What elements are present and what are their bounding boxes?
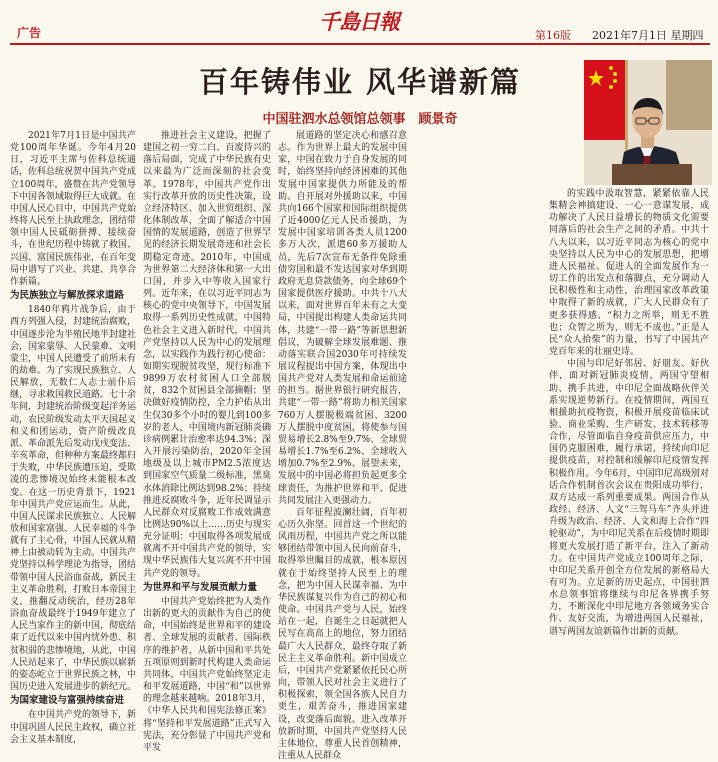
issue-date: 2021年7月1日 星期四 (592, 29, 704, 42)
paragraph: 2021年7月1日是中国共产党100周年华诞。今年4月20日，习近平主席与佐科总统通话，佐科总统祝贺中国共产党成立100周年，盛赞在共产党领导下中国各领域取得巨大成就。在中国人民心目中，中国共产党始终将人民至上执政理念，团结带领中国人民砥砺拼搏、接续奋斗，在世纪历程中铸就了救国、兴国、富国民族伟业，在百年变局中谱写了兴业、共建、共享合作新篇。 (10, 131, 137, 287)
article-column-2 (143, 130, 271, 754)
paragraph: 1840年鸦片战争后，由于西方列强入侵，封建统治腐败，中国逐步沦为半殖民地半封建社会，国家蒙辱、人民蒙难、文明蒙尘，中国人民遭受了前所未有的劫难。为了实现民族独立、人民解放，无数仁人志士前仆后继，寻求救国救民道路。七十余年间，封建统治阶级变起洋务运动，农民阶级发动太平天国起义和义和团运动，资产阶级改良派、革命派先后发动戊戌变法、辛亥革命，但种种方案最终都归于失败，中华民族遭压迫，受欺凌的悲惨境况始终未能根本改变。在这一历史背景下，1921年中国共产党应运而生。从此，中国人民谋求民族独立、人民解放和国家富强、人民幸福的斗争就有了主心骨，中国人民就从精神上由被动转为主动。中国共产党坚持以科学理论为指导，团结带领中国人民浴血奋战，新民主主义革命胜利，打败日本帝国主义，推翻反动统治，经历28年浴血奋战最终于1949年建立了人民当家作主的新中国，彻底结束了近代以来中国内忧外患、积贫积弱的悲惨境地，从此，中国人民站起来了，中华民族以崭新的姿态屹立于世界民族之林，中国历史进入发展进步的新纪元。 (10, 305, 137, 693)
paragraph: 百年征程波澜壮阔，百年初心历久弥坚。回首这一个世纪的风雨历程，中国共产党之所以能够团结带领中国人民向前奋斗，取得举世瞩目的成就，根本原因就在于始终坚持人民至上的理念，把为中国人民谋幸福、为中华民族谋复兴作为自己的初心和使命。中国共产党与人民，始终站在一起，自诞生之日起就把人民写在高高上的地位，努力团结最广大人民群众，最终夺取了新民主主义革命胜利。新中国成立后，中国共产党紧紧依托民心所向，带领人民对社会主义进行了积极探索，领全国各族人民自力更生，艰苦奋斗，推进国家建设，改变落后面貌。进入改革开放新时期，中国共产党坚持人民主体地位，尊重人民首创精神，注重从人民群众 (278, 507, 407, 761)
article-byline: 中国驻泗水总领馆总领事 顾景奇 (262, 112, 458, 127)
section-label: 广告 (17, 26, 42, 40)
article-column-1 (10, 130, 136, 746)
newspaper-masthead[interactable]: 千島日報 (319, 9, 399, 34)
paragraph: 的实践中汲取智慧，紧紧依靠人民集精会神搞建设、一心一意谋发展，成功解决了人民日益增长的物质文化需要同落后的社会生产之间的矛盾。中共十八大以来，以习近平同志为核心的党中央坚持以人民为中心的发展思想，把增进人民福祉、促进人的全面发展作为一切工作的出发点和落脚点，充分调动人民积极性和主动性，治理国家改革政策中取得了新的成就，广大人民群众有了更多获得感、“积力之所举，则无不胜也；众智之所为，则无不成也。”正是人民“众人拾柴”的力量，书写了中国共产党百年来的壮丽史诗。 (549, 189, 709, 358)
consul-general-photo (584, 60, 712, 185)
paragraph: 推进社会主义建设，把握了建国之初一穷二白、百废待兴的落后局面，完成了中华民族有史以来最为广泛而深刻的社会变革。1978年，中国共产党作出实行改革开放的历史性决策，设立经济特区、加入世贸组织、深化体制改革，全面了解适合中国国情的发展道路，创造了世界罕见的经济长期发展奇迹和社会长期稳定奇迹。2010年，中国成为世界第二大经济体和第一大出口国，并步入中等收入国家行列。近年来，在以习近平同志为核心的党中央领导下，中国发展取得一系列历史性成就，中国特色社会主义进入新时代，中国共产党坚持以人民为中心的发展理念，以实践作为践行初心使命：如期实现脱贫攻坚，现行标准下9899万农村贫困人口全部脱贫，832个贫困县全部摘帽；坚决做好疫情防控，全力护佑从出生仅30多个小时的婴儿到100多岁的老人，中国境内新冠肺炎确诊病例累计治愈率达94.3%；深入开展污染防治，2020年全国地级及以上城市PM2.5浓度达到国家空气质量二级标准，黑臭水体消除比例达到98.2%；持续推进反腐败斗争，近年民调显示人民群众对反腐败工作成效满意比例达90%以上……历史与现实充分证明：中国取得各项发展成就离不开中国共产党的领导，实现中华民族伟大复兴离不开中国共产党的领导。 (143, 131, 272, 579)
paragraph: 中国共产党始终把为人类作出新的更大的贡献作为自己的使命，中国始终是世界和平的建设者、全球发展的贡献者、国际秩序的维护者，从新中国和平共处五项原则到新时代构建人类命运共同体，中国共产党始终坚定走和平发展道路，中国“和”以世界的理念越来越响。2018年3月，《中华人民共和国宪法修正案》将“坚持和平发展道路”正式写入宪法，充分彰显了中国共产党和平发 (143, 596, 271, 753)
portrait-illustration (584, 60, 712, 185)
section-heading: 为民族独立与解放探求道路 (10, 290, 125, 302)
section-heading: 为国家建设与富强持续奋进 (10, 695, 125, 707)
article-column-3 (278, 130, 407, 762)
section-heading: 为世界和平与发展贡献力量 (143, 581, 258, 593)
paragraph: 在中国共产党的领导下，新中国巩固人民民主政权，确立社会主义基本制度， (10, 710, 137, 745)
page-number: 第16版 (535, 29, 571, 42)
paragraph: 中国与印尼好邻居、好朋友、好伙伴，面对新冠肺炎疫情，两国守望相助、携手共进，中印尼全面战略伙伴关系实现逆势新行。在疫情期间，两国互相援助抗疫物资，积极开展疫苗临床试验、商业采购、生产研发、技术转移等合作，尽管面临自身疫苗供应压力，中国仍克服困难，履行承诺，持续向印尼提供疫苗，对控制和缓解印尼疫情发挥积极作用。今年6月，中国印尼高级别对话合作机制首次会议在贵阳成功举行，双方达成一系列重要成果。两国合作从政经、经济、人文“三驾马车”齐头并进升级为政治、经济、人文和海上合作“四轮驱动”，为中印尼关系在后疫情时期即将更大发展打造了新平台，注入了新动力。在中国共产党成立100周年之际，中印尼关系开创全方位发展的新格局大有可为。立足新的历史起点，中国驻泗水总领事馆将继续与印尼各界携手努力，不断深化中印尼地方各领域务实合作、友好交流，为增进两国人民福祉，谱写两国友谊新篇作出新的贡献。 (549, 359, 709, 637)
header-divider (10, 43, 710, 45)
article-headline: 百年铸伟业 风华谱新篇 (198, 65, 522, 99)
paragraph: 展道路的坚定决心和感召意志。作为世界上最大的发展中国家，中国在致力于自身发展的同时，始终坚持向经济困难的其他发展中国家提供力所能及的帮助。自开展对外援助以来，中国共向166个国家和国际组织提供了近4000亿元人民币援助，为发展中国家培训各类人员1200多万人次，派遣60多万援助人员，先后7次宣布无条件免除重债穷国和最不发达国家对华到期政府无息贷款债务，向全球69个国家提供医疗援助。中共十八大以来，面对世界百年未有之大变局，中国提出构建人类命运共同体，共建“一带一路”等新思想新倡议，为破解全球发展难题、推动落实联合国2030年可持续发展议程提出中国方案，体现出中国共产党对人类发展和命运前途的担当。据世界银行研究报告，共建“一带一路”将助力相关国家760万人摆脱极端贫困、3200万人摆脱中度贫困，将使参与国贸易增长2.8%至9.7%、全球贸易增长1.7%至6.2%、全球收入增加0.7%至2.9%。展望未来，发展中的中国必将担负起更多全球责任，为推护世界和平、促进共同发展注入更强动力。 (278, 131, 407, 506)
page-header (0, 0, 718, 44)
article-column-4 (549, 188, 709, 638)
